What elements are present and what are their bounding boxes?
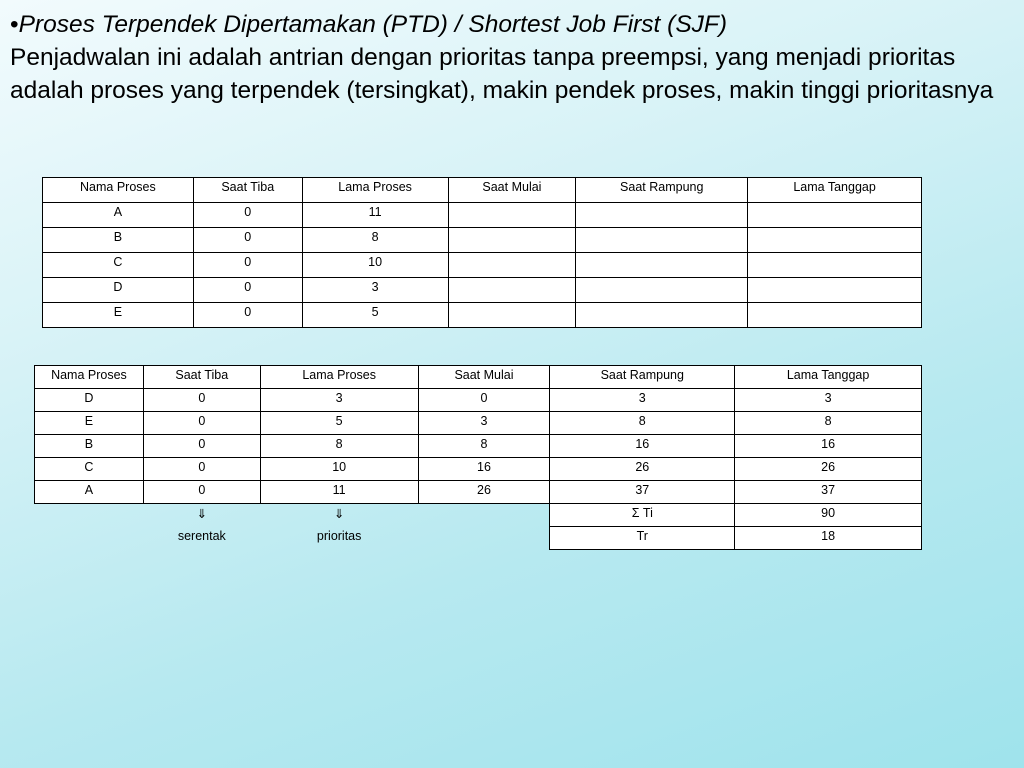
table-cell: 3	[418, 412, 550, 435]
header-cell: Saat Mulai	[448, 178, 576, 203]
table-cell	[576, 253, 748, 278]
table-cell	[748, 203, 922, 228]
table-cell: C	[43, 253, 194, 278]
table-cell	[748, 278, 922, 303]
header-cell: Saat Rampung	[550, 366, 735, 389]
table-cell: 0	[143, 412, 260, 435]
down-arrow-icon: ⇓	[196, 507, 208, 521]
table-cell: 0	[143, 389, 260, 412]
table-cell: B	[35, 435, 144, 458]
table-row	[35, 458, 922, 481]
process-input-table	[42, 177, 922, 328]
slide-title: Proses Terpendek Dipertamakan (PTD) / Shortest Job First (SJF)	[18, 11, 728, 38]
table-row	[35, 412, 922, 435]
table-cell: 0	[193, 253, 302, 278]
table-cell: 0	[143, 435, 260, 458]
table-cell: 0	[143, 458, 260, 481]
table-cell: 3	[260, 389, 418, 412]
table-cell: 3	[302, 278, 448, 303]
bullet: •	[10, 11, 19, 38]
header-cell: Saat Tiba	[193, 178, 302, 203]
table-cell: 16	[550, 435, 735, 458]
table-cell: 8	[550, 412, 735, 435]
sum-value: 90	[735, 504, 922, 527]
table-row	[43, 278, 922, 303]
table-cell: 37	[735, 481, 922, 504]
table-cell	[448, 203, 576, 228]
note-priority: prioritas	[316, 528, 362, 543]
table-cell: 8	[260, 435, 418, 458]
header-cell: Lama Tanggap	[735, 366, 922, 389]
table-cell: 37	[550, 481, 735, 504]
table-cell	[576, 278, 748, 303]
note-arrival: serentak	[177, 528, 226, 543]
table-cell: A	[35, 481, 144, 504]
table-cell: 3	[550, 389, 735, 412]
table-header-row	[35, 366, 922, 389]
description: Penjadwalan ini adalah antrian dengan prioritas tanpa preempsi, yang menjadi prioritas adalah proses yang terpendek (tersingkat), makin pendek proses, makin tinggi prioritasnya	[10, 44, 994, 104]
table-cell: E	[35, 412, 144, 435]
summary-row-average	[35, 527, 922, 550]
table-row	[35, 481, 922, 504]
table-cell: 8	[302, 228, 448, 253]
table-row	[43, 203, 922, 228]
table-row	[43, 228, 922, 253]
avg-label: Tr	[550, 527, 735, 550]
table-cell: 0	[143, 481, 260, 504]
header-cell: Saat Rampung	[576, 178, 748, 203]
table-cell: 0	[193, 203, 302, 228]
table-cell: D	[35, 389, 144, 412]
table-row	[35, 389, 922, 412]
table-cell	[576, 203, 748, 228]
table-cell: 0	[418, 389, 550, 412]
table-cell	[448, 278, 576, 303]
sum-label: Σ Ti	[550, 504, 735, 527]
table-cell: 26	[550, 458, 735, 481]
header-cell: Lama Proses	[302, 178, 448, 203]
table-cell: 11	[260, 481, 418, 504]
intro-text	[10, 8, 1015, 107]
table-cell: 0	[193, 303, 302, 328]
table-row	[43, 253, 922, 278]
table-cell	[448, 303, 576, 328]
table-cell	[448, 228, 576, 253]
table-cell: 5	[260, 412, 418, 435]
table-cell: D	[43, 278, 194, 303]
header-cell: Saat Tiba	[143, 366, 260, 389]
header-cell: Nama Proses	[35, 366, 144, 389]
table-cell: 8	[418, 435, 550, 458]
header-cell: Lama Tanggap	[748, 178, 922, 203]
table-cell	[576, 228, 748, 253]
table-cell: 26	[418, 481, 550, 504]
table-cell	[748, 228, 922, 253]
table-header-row	[43, 178, 922, 203]
table-cell: 0	[193, 228, 302, 253]
avg-value: 18	[735, 527, 922, 550]
table-cell: 3	[735, 389, 922, 412]
header-cell: Lama Proses	[260, 366, 418, 389]
table-cell: E	[43, 303, 194, 328]
header-cell: Nama Proses	[43, 178, 194, 203]
table-cell: A	[43, 203, 194, 228]
table-cell: 10	[302, 253, 448, 278]
table-cell: 10	[260, 458, 418, 481]
table-cell	[576, 303, 748, 328]
header-cell: Saat Mulai	[418, 366, 550, 389]
sjf-schedule-table	[34, 365, 922, 550]
down-arrow-icon: ⇓	[333, 507, 345, 521]
table-row	[35, 435, 922, 458]
table-row	[43, 303, 922, 328]
table-cell	[448, 253, 576, 278]
table-cell: C	[35, 458, 144, 481]
table-cell	[748, 303, 922, 328]
table-cell: 0	[193, 278, 302, 303]
table-cell: 5	[302, 303, 448, 328]
table-cell: 8	[735, 412, 922, 435]
table-cell: 16	[735, 435, 922, 458]
table-cell: 11	[302, 203, 448, 228]
summary-row-total	[35, 504, 922, 527]
table-cell: B	[43, 228, 194, 253]
table-cell	[748, 253, 922, 278]
table-cell: 26	[735, 458, 922, 481]
table-cell: 16	[418, 458, 550, 481]
